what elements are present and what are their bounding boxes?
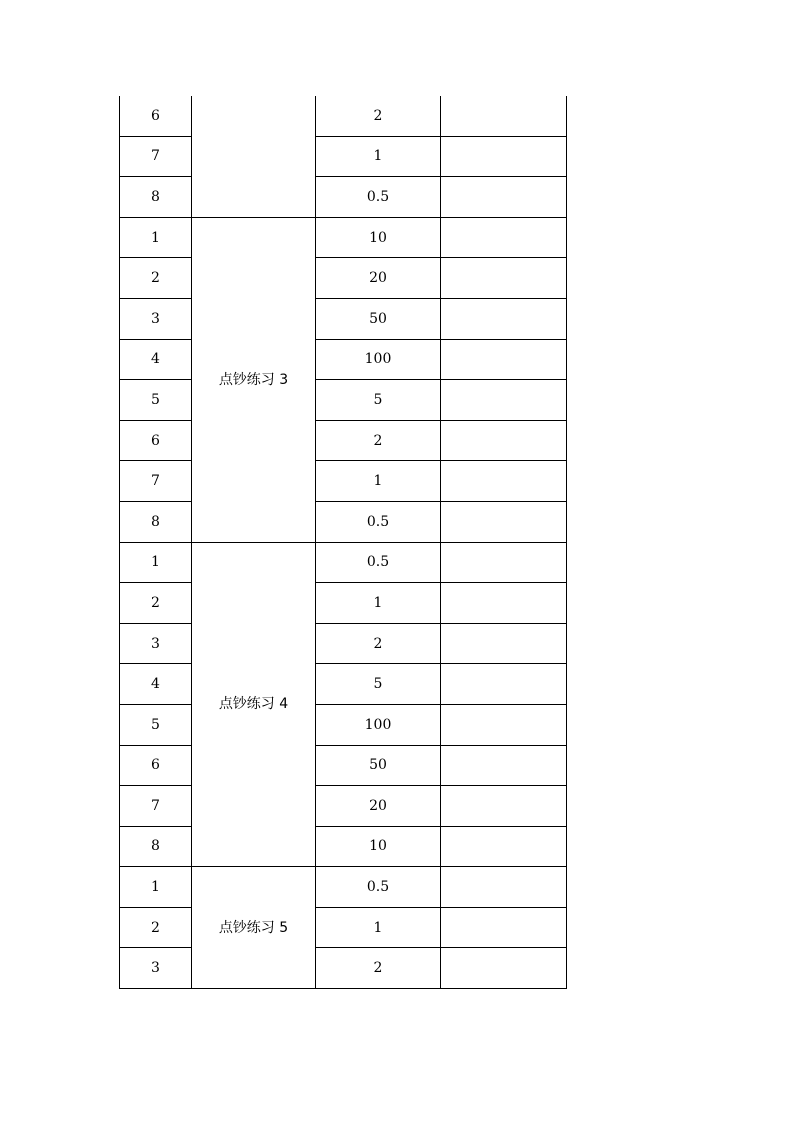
row-index-cell: 3: [120, 623, 192, 664]
entry-cell[interactable]: [441, 217, 567, 258]
denomination-cell: 1: [316, 461, 441, 502]
practice-group-name-cell: 点钞练习 3: [192, 217, 316, 542]
table-row: [120, 136, 567, 177]
denomination-cell: 0.5: [316, 542, 441, 583]
entry-cell[interactable]: [441, 786, 567, 827]
entry-cell[interactable]: [441, 826, 567, 867]
denomination-cell: 2: [316, 623, 441, 664]
table-row: [120, 501, 567, 542]
row-index-cell: 2: [120, 583, 192, 624]
row-index-cell: 2: [120, 258, 192, 299]
entry-cell[interactable]: [441, 461, 567, 502]
row-index-cell: 4: [120, 664, 192, 705]
table-row: [120, 704, 567, 745]
table-row: [120, 907, 567, 948]
row-index-cell: 6: [120, 96, 192, 136]
table-row: [120, 542, 567, 583]
entry-cell[interactable]: [441, 664, 567, 705]
table-row: [120, 826, 567, 867]
table-row: [120, 217, 567, 258]
table-row: [120, 664, 567, 705]
row-index-cell: 1: [120, 217, 192, 258]
table-row: [120, 420, 567, 461]
denomination-cell: 0.5: [316, 867, 441, 908]
denomination-cell: 1: [316, 136, 441, 177]
row-index-cell: 7: [120, 136, 192, 177]
practice-group-name-cell: 点钞练习 5: [192, 867, 316, 989]
practice-group-name-cell: 点钞练习 4: [192, 542, 316, 867]
entry-cell[interactable]: [441, 339, 567, 380]
table-row: [120, 786, 567, 827]
row-index-cell: 4: [120, 339, 192, 380]
table-row: [120, 339, 567, 380]
row-index-cell: 7: [120, 786, 192, 827]
table-row: [120, 745, 567, 786]
row-index-cell: 8: [120, 177, 192, 218]
denomination-cell: 50: [316, 745, 441, 786]
table-row: [120, 461, 567, 502]
denomination-cell: 0.5: [316, 501, 441, 542]
denomination-cell: 1: [316, 907, 441, 948]
entry-cell[interactable]: [441, 501, 567, 542]
table-row: [120, 258, 567, 299]
entry-cell[interactable]: [441, 298, 567, 339]
entry-cell[interactable]: [441, 542, 567, 583]
table-row: [120, 583, 567, 624]
table-row: [120, 380, 567, 421]
denomination-cell: 20: [316, 786, 441, 827]
denomination-cell: 50: [316, 298, 441, 339]
denomination-cell: 20: [316, 258, 441, 299]
entry-cell[interactable]: [441, 867, 567, 908]
table-row: [120, 948, 567, 989]
row-index-cell: 7: [120, 461, 192, 502]
practice-group-name-cell: [192, 96, 316, 217]
table-row: [120, 177, 567, 218]
entry-cell[interactable]: [441, 177, 567, 218]
row-index-cell: 3: [120, 298, 192, 339]
table-row: [120, 298, 567, 339]
row-index-cell: 1: [120, 542, 192, 583]
entry-cell[interactable]: [441, 948, 567, 989]
row-index-cell: 2: [120, 907, 192, 948]
row-index-cell: 8: [120, 501, 192, 542]
entry-cell[interactable]: [441, 623, 567, 664]
entry-cell[interactable]: [441, 704, 567, 745]
row-index-cell: 6: [120, 745, 192, 786]
entry-cell[interactable]: [441, 380, 567, 421]
entry-cell[interactable]: [441, 136, 567, 177]
table-row: [120, 867, 567, 908]
entry-cell[interactable]: [441, 907, 567, 948]
row-index-cell: 8: [120, 826, 192, 867]
denomination-cell: 0.5: [316, 177, 441, 218]
row-index-cell: 5: [120, 704, 192, 745]
entry-cell[interactable]: [441, 96, 567, 136]
denomination-cell: 100: [316, 339, 441, 380]
entry-cell[interactable]: [441, 745, 567, 786]
denomination-cell: 100: [316, 704, 441, 745]
denomination-cell: 2: [316, 420, 441, 461]
denomination-cell: 5: [316, 664, 441, 705]
entry-cell[interactable]: [441, 420, 567, 461]
denomination-cell: 5: [316, 380, 441, 421]
denomination-cell: 1: [316, 583, 441, 624]
table-row: [120, 623, 567, 664]
entry-cell[interactable]: [441, 258, 567, 299]
denomination-cell: 2: [316, 948, 441, 989]
entry-cell[interactable]: [441, 583, 567, 624]
cash-counting-practice-table: [119, 96, 567, 989]
table-row: [120, 96, 567, 136]
row-index-cell: 3: [120, 948, 192, 989]
denomination-cell: 2: [316, 96, 441, 136]
row-index-cell: 5: [120, 380, 192, 421]
row-index-cell: 1: [120, 867, 192, 908]
row-index-cell: 6: [120, 420, 192, 461]
denomination-cell: 10: [316, 826, 441, 867]
denomination-cell: 10: [316, 217, 441, 258]
table-body: [120, 96, 567, 989]
